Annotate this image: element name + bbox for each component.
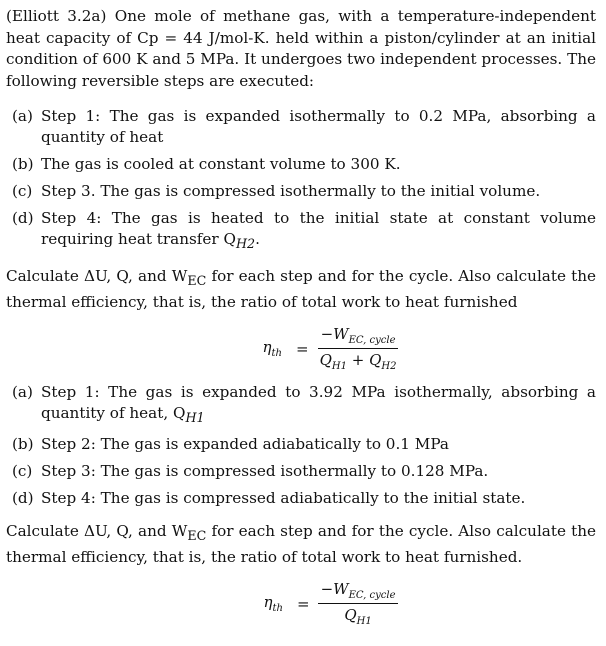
fraction-denominator: $Q_{H1} + Q_{H2}$ [319,351,397,373]
process-2-step-c [12,461,596,482]
step-label: (a) [12,383,33,402]
heat-subscript: H2 [235,236,256,252]
equals-sign: = [296,594,310,613]
step-text: Step 1: The gas is expanded isothermally to 0.2 MPa, absorbing a quantity of heat [41,107,596,146]
work-subscript: EC [187,273,207,289]
step-end: . [255,230,260,248]
calc-post: for each step and for the cycle. Also calculate the thermal efficiency, that is, the ratio of total work to heat furnished [6,267,596,311]
calc-pre: Calculate ΔU, Q, and W [6,522,188,541]
process-1-step-a [12,106,596,148]
calc-instruction-2 [6,521,596,568]
step-text: Step 4: The gas is compressed adiabatically to the initial state. [41,489,526,508]
calc-pre: Calculate ΔU, Q, and W [6,267,188,286]
calc-post: for each step and for the cycle. Also calculate the thermal efficiency, that is, the ratio of total work to heat furnished. [6,522,596,566]
fraction-numerator: $-W_{EC, cycle}$ [318,325,399,349]
calc-instruction-1 [6,266,596,313]
problem-intro: (Elliott 3.2a) One mole of methane gas, with a temperature-independent heat capacity of Cp = 44 J/mol-K. held within a piston/cylinder at an initial condition of 600 K and 5 MPa. It undergoes two independent processes. The following reversible steps are executed: [6,7,596,90]
efficiency-fraction [317,325,400,372]
process-1-step-d [12,208,596,254]
eta-symbol: $\eta_{th}$ [262,338,282,360]
step-label: (d) [12,209,34,227]
heat-subscript: H1 [185,410,205,426]
work-subscript: EC [187,528,207,544]
step-text: Step 2: The gas is expanded adiabatically to 0.1 MPa [41,435,449,454]
efficiency-fraction [318,580,399,627]
step-label: (b) [12,435,34,454]
step-text: The gas is cooled at constant volume to 300 K. [41,155,401,173]
step-label: (a) [12,107,33,125]
step-label: (c) [12,462,33,481]
process-2-step-b [12,434,596,455]
process-2-step-a [12,382,596,428]
efficiency-formula-2 [66,580,596,627]
step-label: (b) [12,155,34,173]
efficiency-formula-1 [66,325,596,372]
step-text: Step 4: The gas is heated to the initial state at constant volume requiring heat transfer Q [41,209,596,248]
equals-sign: = [295,339,309,358]
process-1-step-c [12,181,596,202]
eta-symbol: $\eta_{th}$ [263,593,283,615]
step-text: Step 3: The gas is compressed isothermally to 0.128 MPa. [41,462,489,481]
fraction-denominator: $Q_{H1}$ [344,606,372,628]
process-1-steps [6,106,596,254]
step-text: Step 1: The gas is expanded to 3.92 MPa isothermally, absorbing a quantity of heat, Q [41,383,596,423]
process-1-step-b [12,154,596,175]
process-2-steps [6,382,596,509]
step-label: (d) [12,489,34,508]
process-2-step-d [12,488,596,509]
fraction-numerator: $-W_{EC, cycle}$ [318,580,399,604]
step-text: Step 3. The gas is compressed isothermally to the initial volume. [41,182,541,200]
step-label: (c) [12,182,33,200]
